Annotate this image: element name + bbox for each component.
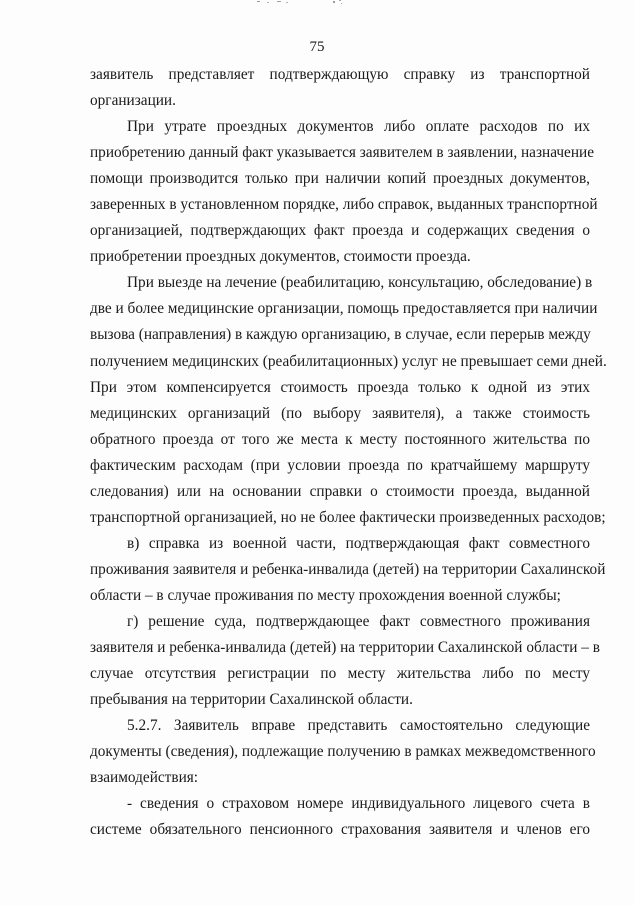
text-line: заявителя и ребенка-инвалида (детей) на территории Сахалинской области – в (90, 639, 600, 657)
text-line: документы (сведения), подлежащие получению в рамках межведомственного (90, 743, 596, 761)
text-line: проживания заявителя и ребенка-инвалида (детей) на территории Сахалинской (90, 560, 606, 578)
text-line: - сведения о страховом номере индивидуального лицевого счета в (127, 795, 590, 813)
text-line: две и более медицинские организации, помощь предоставляется при наличии (90, 300, 598, 318)
text-line: взаимодействия: (90, 769, 199, 787)
text-line: При этом компенсируется стоимость проезда только к одной из этих (90, 378, 590, 396)
text-line: При утрате проездных документов либо оплате расходов по их (127, 118, 590, 136)
text-line: области – в случае проживания по месту прохождения военной службы; (90, 586, 561, 604)
text-line: медицинских организаций (по выбору заявителя), а также стоимость (90, 404, 590, 422)
text-line: вызова (направления) в каждую организацию, в случае, если перерыв между (90, 326, 591, 344)
text-line: в) справка из военной части, подтверждающая факт совместного (127, 534, 590, 552)
text-line: заявитель представляет подтверждающую справку из транспортной (90, 66, 590, 83)
document-body (90, 62, 607, 843)
text-line: 5.2.7. Заявитель вправе представить самостоятельно следующие (127, 717, 590, 735)
text-line: фактическим расходам (при условии проезда по кратчайшему маршруту (90, 456, 590, 474)
text-line: получением медицинских (реабилитационных) услуг не превышает семи дней. (90, 352, 607, 370)
text-line: заверенных в установленном порядке, либо справок, выданных транспортной (90, 196, 598, 214)
text-line: следования) или на основании справки о стоимости проезда, выданной (90, 482, 590, 500)
text-line: организации. (90, 92, 176, 110)
text-line: При выезде на лечение (реабилитацию, консультацию, обследование) в (127, 274, 593, 292)
text-line: случае отсутствия регистрации по месту жительства либо по месту (90, 665, 590, 683)
text-line: системе обязательного пенсионного страхования заявителя и членов его (90, 821, 590, 839)
text-line: помощи производится только при наличии копий проездных документов, (90, 170, 590, 188)
page-number: 75 (309, 39, 325, 55)
text-line: г) решение суда, подтверждающее факт совместного проживания (127, 612, 590, 630)
text-line: организацией, подтверждающих факт проезда и содержащих сведения о (90, 222, 590, 240)
text-line: приобретении проездных документов, стоимости проезда. (90, 248, 471, 266)
text-line: приобретению данный факт указывается заявителем в заявлении, назначение (90, 144, 595, 162)
text-line: транспортной организацией, но не более фактически произведенных расходов; (90, 508, 606, 526)
text-line: обратного проезда от того же места к месту постоянного жительства по (90, 430, 590, 448)
text-line: пребывания на территории Сахалинской области. (90, 691, 413, 709)
scan-artifact (255, 0, 355, 6)
